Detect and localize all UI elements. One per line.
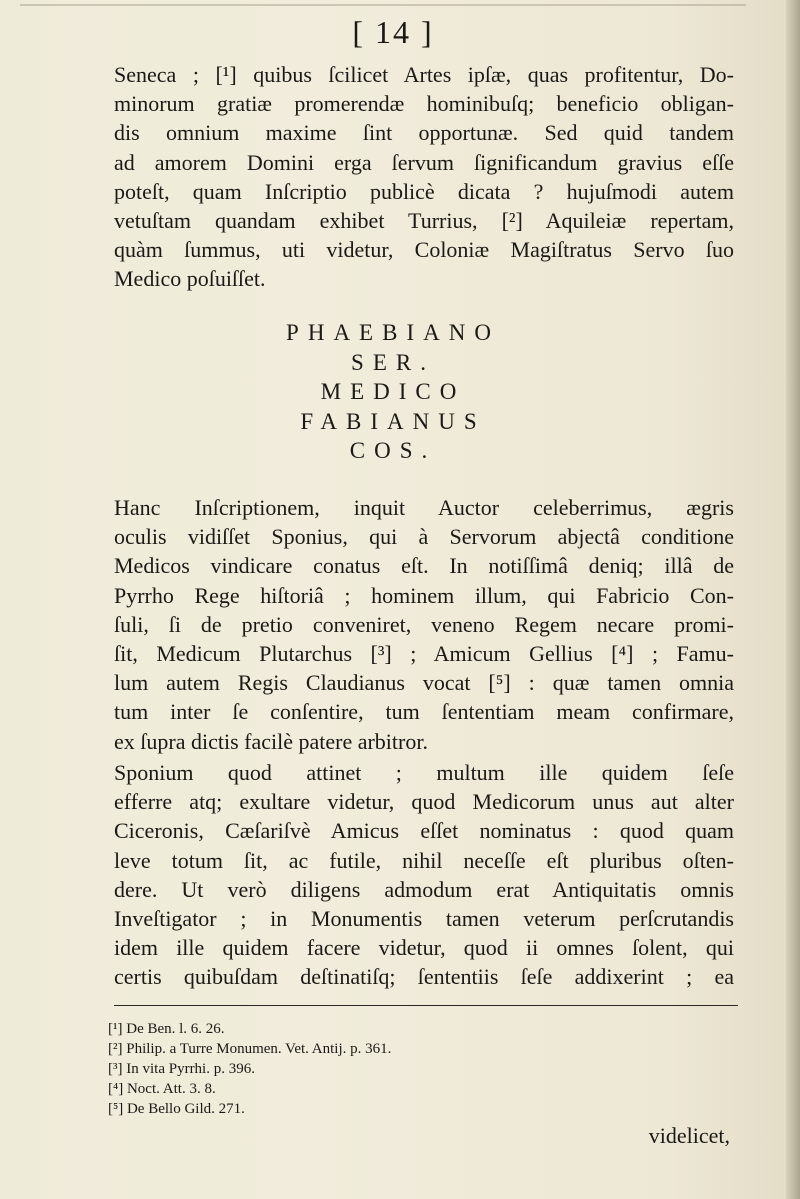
text-line: ſuli, ſi de pretio conveniret, veneno Regem necare promi- (114, 611, 734, 637)
paragraph-3 (114, 758, 734, 992)
inscription-line: FABIANUS (300, 408, 486, 434)
inscription-line: MEDICO (320, 379, 466, 404)
text-line: Hanc Inſcriptionem, inquit Auctor celeberrimus, ægris (114, 495, 734, 520)
text-line: Medicos vindicare conatus eſt. In notiſſimâ deniq; illâ de (114, 553, 734, 579)
text-line: Inveſtigator ; in Monumentis tamen veterum perſcrutandis (114, 906, 734, 932)
footnote: [⁴] Noct. Att. 3. 8. (108, 1081, 216, 1097)
footnote: [⁵] De Bello Gild. 271. (108, 1101, 245, 1117)
inscription-line: PHAEBIANO (286, 320, 500, 345)
text-line: Seneca ; [¹] quibus ſcilicet Artes ipſæ, quas profitentur, Do- (114, 62, 734, 87)
footnote-divider (114, 1005, 738, 1006)
text-line: certis quibuſdam deſtinatiſq; ſententiis ſeſe addixerint ; ea (114, 964, 734, 990)
inscription-line: SER. (351, 349, 435, 375)
text-line: oculis vidiſſet Sponius, qui à Servorum abjectâ conditione (114, 524, 734, 550)
inscription (0, 318, 786, 466)
text-line: Sponium quod attinet ; multum ille quidem ſeſe (114, 760, 734, 785)
text-line: Ciceronis, Cæſariſvè Amicus eſſet nominatus : quod quam (114, 818, 734, 844)
text-line: dere. Ut verò diligens admodum erat Antiquitatis omnis (114, 876, 734, 902)
footnotes (108, 1019, 391, 1119)
inscription-line: COS. (349, 438, 437, 463)
text-line: Medico poſuiſſet. (114, 266, 266, 292)
text-line: dis omnium maxime ſint opportunæ. Sed quid tandem (114, 120, 734, 146)
text-line: lum autem Regis Claudianus vocat [⁵] : quæ tamen omnia (114, 670, 734, 696)
paragraph-1 (114, 60, 734, 294)
text-line: minorum gratiæ promerendæ hominibuſq; beneficio obligan- (114, 91, 734, 117)
page-number: [ 14 ] (352, 14, 434, 50)
text-line: vetuſtam quandam exhibet Turrius, [²] Aquileiæ repertam, (114, 208, 734, 234)
top-edge-rule (20, 4, 746, 6)
text-line: Pyrrho Rege hiſtoriâ ; hominem illum, qui Fabricio Con- (114, 582, 734, 608)
text-line: ex ſupra dictis facilè patere arbitror. (114, 728, 428, 754)
text-line: idem ille quidem facere videtur, quod ii omnes ſolent, qui (114, 935, 734, 961)
text-line: ad amorem Domini erga ſervum ſignificandum gravius eſſe (114, 149, 734, 175)
text-line: tum inter ſe conſentire, tum ſententiam meam confirmare, (114, 699, 734, 725)
text-line: efferre atq; exultare videtur, quod Medicorum unus aut alter (114, 789, 734, 815)
footnote: [²] Philip. a Turre Monumen. Vet. Antij. p. 361. (108, 1041, 392, 1057)
text-line: poteſt, quam Inſcriptio publicè dicata ? hujuſmodi autem (114, 178, 734, 204)
text-line: ſit, Medicum Plutarchus [³] ; Amicum Gellius [⁴] ; Famu- (114, 641, 734, 667)
paragraph-2 (114, 493, 734, 756)
footnote: [¹] De Ben. l. 6. 26. (108, 1021, 225, 1037)
catchword: videlicet, (648, 1123, 730, 1148)
footnote: [³] In vita Pyrrhi. p. 396. (108, 1061, 255, 1077)
text-line: leve totum ſit, ac futile, nihil neceſſe eſt pluribus oſten- (114, 847, 734, 873)
binding-edge (786, 0, 800, 1199)
text-line: quàm ſummus, uti videtur, Coloniæ Magiſtratus Servo ſuo (114, 237, 734, 263)
